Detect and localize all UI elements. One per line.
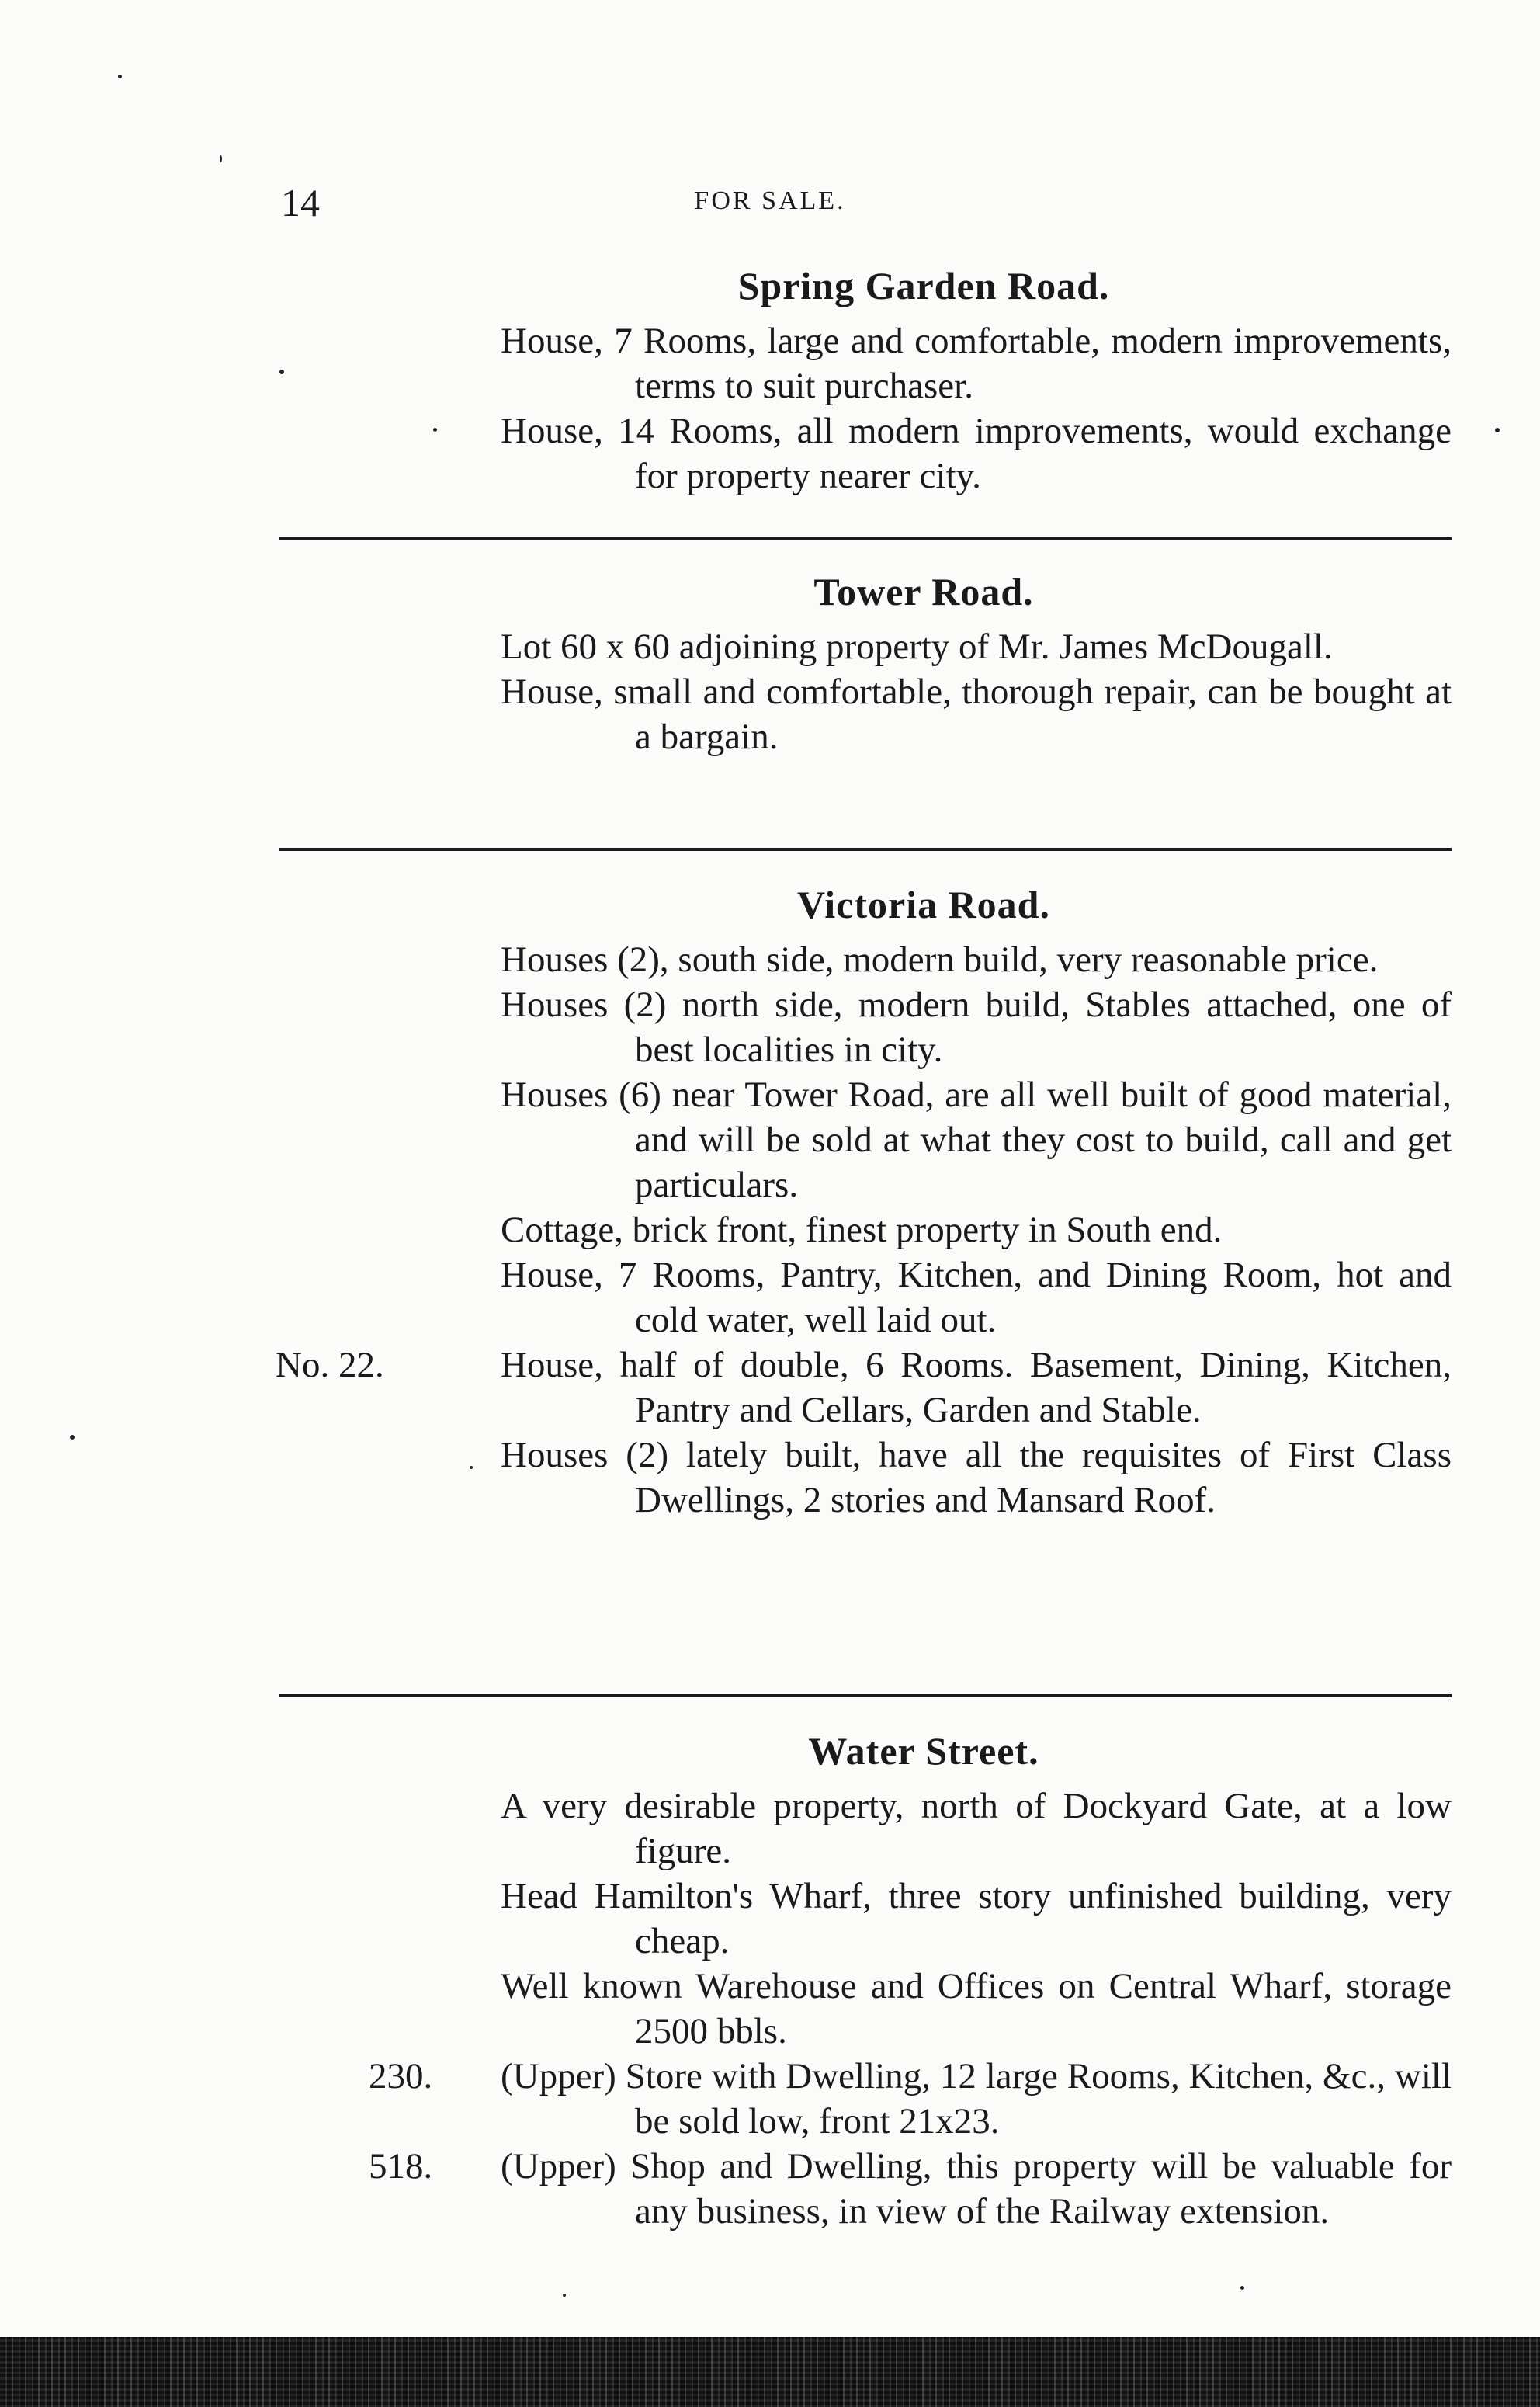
section-water-street: [279, 1728, 1452, 2234]
listing-text: A very desirable property, north of Dockyard Gate, at a low figure.: [501, 1786, 1452, 1871]
scan-speck: [220, 155, 222, 162]
listing-text: Well known Warehouse and Offices on Central Wharf, storage 2500 bbls.: [501, 1966, 1452, 2051]
listing-entry: [501, 1874, 1452, 1964]
section-divider: [279, 1694, 1452, 1697]
scan-speck: [1495, 428, 1500, 432]
listing-text: (Upper) Store with Dwelling, 12 large Rooms, Kitchen, &c., will be sold low, front 21x23.: [501, 2056, 1452, 2141]
listing-text: House, small and comfortable, thorough repair, can be bought at a bargain.: [501, 672, 1452, 757]
listing-entry: [501, 982, 1452, 1072]
section-heading: Victoria Road.: [797, 883, 1050, 926]
listing-text: Cottage, brick front, finest property in South end.: [501, 1210, 1223, 1250]
section-victoria-road: [276, 881, 1452, 1523]
listing-reference-number: No. 22.: [276, 1345, 384, 1385]
listing-entry: [276, 1342, 1452, 1433]
section-divider: [279, 537, 1452, 540]
listing-text: House, 7 Rooms, Pantry, Kitchen, and Dining Room, hot and cold water, well laid out.: [501, 1255, 1452, 1340]
listing-text: Houses (2), south side, modern build, very reasonable price.: [501, 940, 1379, 980]
section-heading: Spring Garden Road.: [737, 264, 1110, 307]
running-head: FOR SALE.: [694, 186, 846, 215]
scan-speck: [279, 370, 284, 374]
listing-entry: [369, 2144, 1452, 2234]
scan-edge-band: [0, 2337, 1540, 2407]
listing-entry: [501, 624, 1452, 669]
listing-text: Houses (6) near Tower Road, are all well built of good material, and will be sold at what they cost to build, call and get particulars.: [501, 1075, 1452, 1205]
listing-entry: [501, 318, 1452, 408]
section-spring-garden-road: [279, 262, 1452, 498]
scan-speck: [470, 1466, 473, 1469]
scan-speck: [563, 2294, 566, 2297]
section-heading: Water Street.: [808, 1729, 1039, 1773]
listing-entry: [369, 2054, 1452, 2144]
listing-entry: [501, 1072, 1452, 1207]
listing-entry: [501, 937, 1452, 982]
scan-speck: [1240, 2286, 1244, 2290]
listing-text: House, half of double, 6 Rooms. Basement, Dining, Kitchen, Pantry and Cellars, Garden and Stable.: [501, 1345, 1452, 1430]
listing-text: House, 14 Rooms, all modern improvements, would exchange for property nearer city.: [501, 411, 1452, 496]
section-tower-road: [279, 568, 1452, 759]
listing-text: Lot 60 x 60 adjoining property of Mr. James McDougall.: [501, 627, 1333, 667]
listing-entry: [501, 408, 1452, 498]
listing-reference-number: 230.: [369, 2056, 433, 2096]
listing-entry: [501, 1784, 1452, 1874]
listing-text: (Upper) Shop and Dwelling, this property will be valuable for any business, in view of the Railway extension.: [501, 2146, 1452, 2232]
listing-text: Head Hamilton's Wharf, three story unfinished building, very cheap.: [501, 1876, 1452, 1961]
listing-text: Houses (2) lately built, have all the requisites of First Class Dwellings, 2 stories and Mansard Roof.: [501, 1435, 1452, 1520]
listing-entry: [501, 1964, 1452, 2054]
page-number: 14: [281, 181, 320, 224]
listing-entry: [501, 1252, 1452, 1342]
scan-speck: [433, 428, 437, 432]
scan-speck: [70, 1435, 75, 1440]
listing-entry: [501, 669, 1452, 759]
section-heading: Tower Road.: [813, 570, 1034, 613]
listing-entry: [501, 1207, 1452, 1252]
listing-text: House, 7 Rooms, large and comfortable, modern improvements, terms to suit purchaser.: [501, 321, 1452, 406]
listing-text: Houses (2) north side, modern build, Stables attached, one of best localities in city.: [501, 985, 1452, 1070]
section-divider: [279, 848, 1452, 851]
listing-reference-number: 518.: [369, 2146, 433, 2186]
listing-entry: [501, 1433, 1452, 1523]
scan-speck: [118, 75, 122, 78]
